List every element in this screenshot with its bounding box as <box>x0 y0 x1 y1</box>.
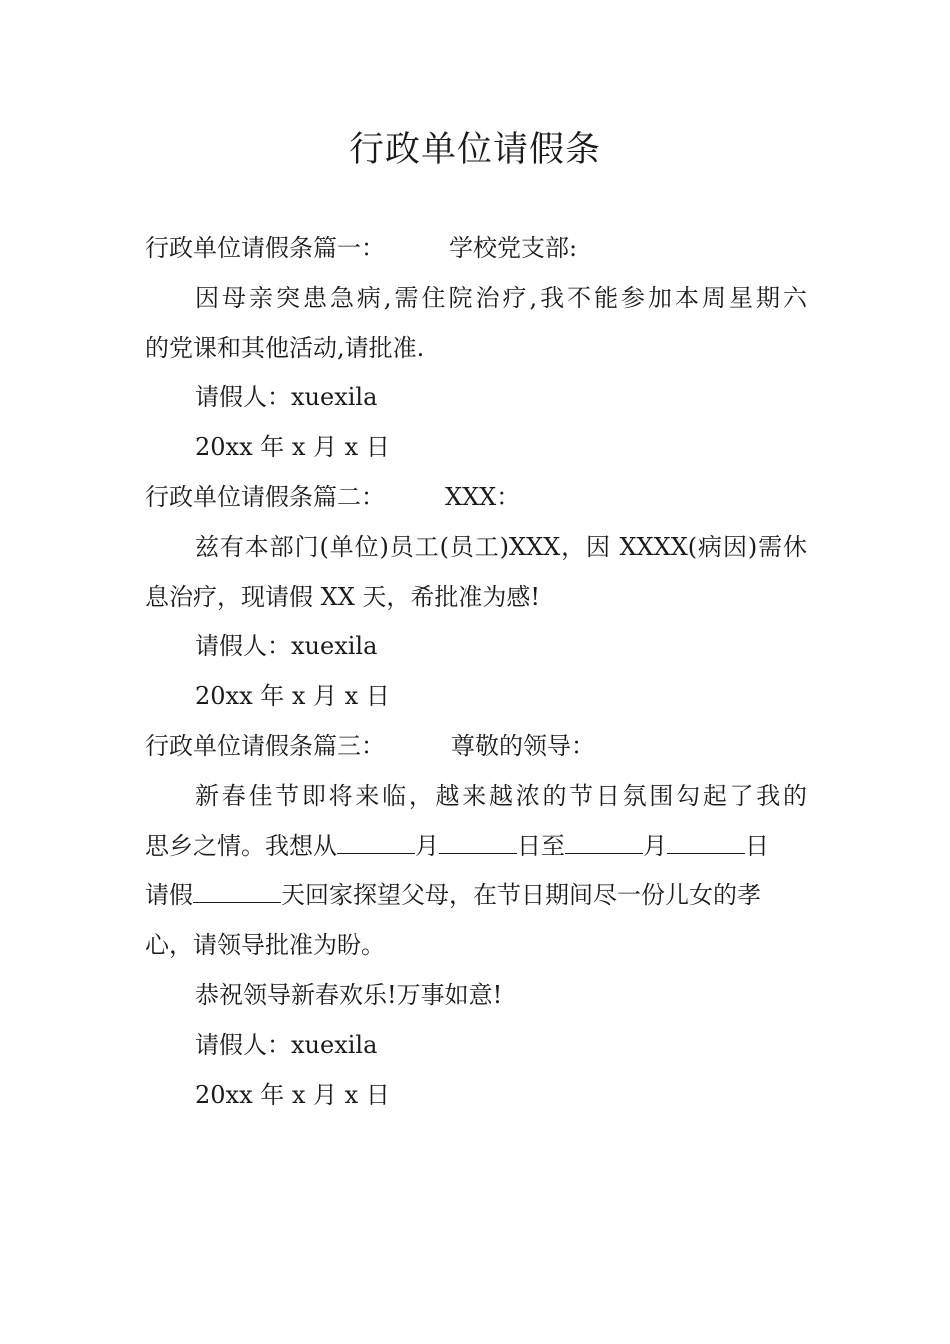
section2-body-line2: 息治疗，现请假 XX 天，希批准为感! <box>145 582 541 611</box>
document-title: 行政单位请假条 <box>348 130 601 170</box>
section3-body-line1: 新春佳节即将来临，越来越浓的节日氛围勾起了我的 <box>195 781 807 810</box>
body-text: 天回家探望父母，在节日期间尽一份儿女的孝 <box>281 881 761 910</box>
section3-heading: 行政单位请假条篇三： <box>145 731 385 760</box>
section1-date: 20xx 年 x 月 x 日 <box>195 433 390 462</box>
section2-heading-line <box>145 473 807 523</box>
section1-body-line1: 因母亲突患急病,需住院治疗,我不能参加本周星期六 <box>195 283 807 312</box>
section3-signer: 请假人：xuexila <box>195 1030 378 1059</box>
section3-heading-line <box>145 722 807 772</box>
section3-body-line4: 心，请领导批准为盼。 <box>145 931 385 960</box>
section1-body-line2: 的党课和其他活动,请批准. <box>145 333 425 362</box>
section3-wish: 恭祝领导新春欢乐!万事如意! <box>195 980 503 1009</box>
body-text: 思乡之情。我想从 <box>145 831 337 860</box>
section2-signer: 请假人：xuexila <box>195 632 378 661</box>
section1-heading: 行政单位请假条篇一： <box>145 234 385 262</box>
fill-blank[interactable] <box>193 884 281 903</box>
fill-blank[interactable] <box>337 835 415 854</box>
section1-heading-line <box>145 224 807 274</box>
section3-body-line3 <box>145 871 807 921</box>
section3-body-line2 <box>145 822 807 872</box>
section1-signer: 请假人：xuexila <box>195 383 378 412</box>
body-text: 请假 <box>145 881 193 910</box>
body-text: 日至 <box>517 831 565 860</box>
body-text: 月 <box>643 831 667 860</box>
section2-heading: 行政单位请假条篇二： <box>145 482 385 511</box>
fill-blank[interactable] <box>667 835 745 854</box>
section1-addressee: 学校党支部: <box>449 234 578 262</box>
section2-addressee: XXX： <box>445 482 521 511</box>
document-body <box>145 224 807 1120</box>
body-text: 月 <box>415 831 439 860</box>
section3-date: 20xx 年 x 月 x 日 <box>195 1080 390 1109</box>
section3-addressee: 尊敬的领导： <box>451 731 595 760</box>
fill-blank[interactable] <box>439 835 517 854</box>
fill-blank[interactable] <box>565 835 643 854</box>
body-text: 日 <box>745 831 769 860</box>
section2-date: 20xx 年 x 月 x 日 <box>195 682 390 711</box>
section2-body-line1: 兹有本部门(单位)员工(员工)XXX，因 XXXX(病因)需休 <box>195 532 807 561</box>
